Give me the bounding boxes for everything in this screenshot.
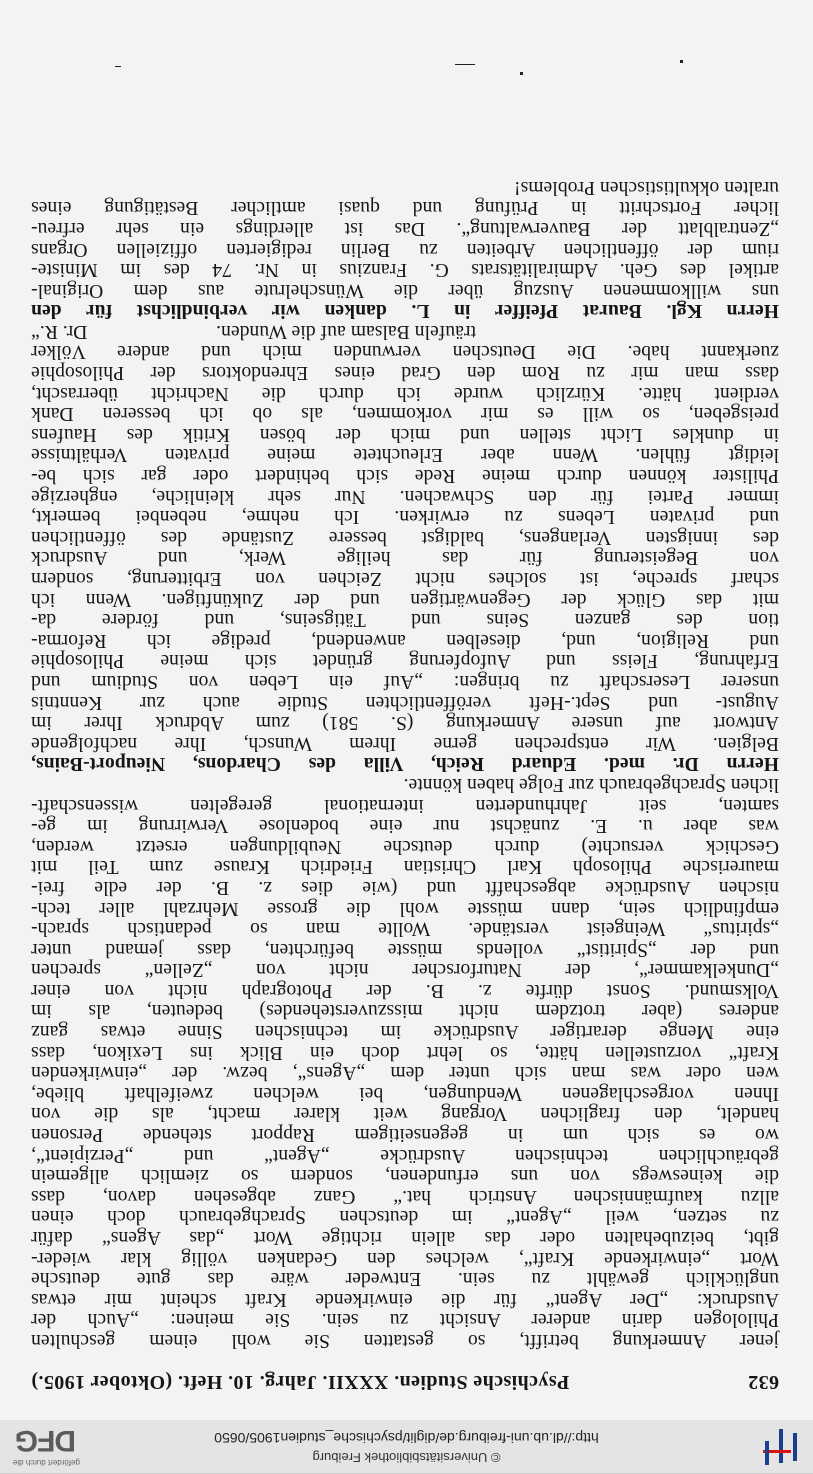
- text-line: verdient hätte. Kürzlich wurde ich durch die Nachricht überrascht,: [31, 382, 779, 404]
- text-line: die keineswegs von uns erfundenen, sondern so ziemlich allgemein: [31, 1165, 779, 1187]
- text-line: jener Anmerkung betrifft, so gestatten Sie wohl einem geschulten: [31, 1330, 779, 1351]
- speck: [520, 72, 523, 75]
- text-line: Philister können durch meine Rede sich behindert oder gar sich be-: [31, 465, 779, 487]
- text-line: mit das Glück der Gegenwärtigen und der Zukünftigen. Wenn ich: [31, 588, 779, 610]
- library-banner: [0, 1420, 813, 1474]
- text-line: August- und Sept.-Heft veröffentlichten Studie auch zur Kenntnis: [31, 691, 779, 713]
- text-line: anderes (aber trotzdem nicht misszuverstehendes) bedeuten, als im: [31, 1000, 779, 1022]
- text-line: „Dunkelkammer“, der Naturforscher nicht von „Zellen“ sprechen: [31, 959, 779, 981]
- text-line: Erfahrung, Fleiss und Aufopferung gründet sich meine Philosophie: [31, 650, 779, 672]
- text-line: und der „Spiritist“ vollends müsste befürchten, dass jemand unter: [31, 938, 779, 960]
- text-line: „Zentralblatt der Bauverwaltung“. Das ist allerdings ein sehr erfreu-: [31, 217, 779, 239]
- text-line: artikel des Geh. Admiralitätsrats G. Franzius in Nr. 74 des im Ministe-: [31, 259, 779, 281]
- scan-specks: [0, 43, 813, 83]
- dfg-logo-text: DFG: [15, 1424, 76, 1457]
- text-line: gebräuchlichen technischen Ausdrücke „Agent“ und „Perzipient“,: [31, 1144, 779, 1166]
- text-line: uralten okkultistischen Problems!: [513, 176, 779, 198]
- text-line: Geschick versuchte) durch deutsche Neubildungen ersetzt werden,: [31, 835, 779, 857]
- running-head: Psychische Studien. XXXII. Jahrg. 10. Heft. (Oktober 1905.): [31, 1371, 570, 1393]
- dfg-logo-icon: [4, 1425, 84, 1469]
- text-line: zu setzen, weil „Agent“ im deutschen Sprachgebrauch doch einen: [31, 1206, 779, 1228]
- text-line: leidigt fühlen. Wenn aber Erleuchtete meine privaten Verhältnisse: [31, 444, 779, 466]
- text-line: Philologen darin anderer Ansicht zu sein. Sie meinen: „Auch der: [31, 1309, 779, 1331]
- text-line: immer Partei für den Schwachen. Nur sehr kleinliche, engherzige: [31, 485, 779, 507]
- text-line: des innigsten Verlangens, baldigst bessere Zustände des öffentlichen: [31, 526, 779, 548]
- speck: [680, 60, 683, 63]
- text-line: was aber u. E. zunächst nur eine bodenlose Verwirrung im ge-: [31, 815, 779, 837]
- text-line: tion des ganzen Seins und Tätigseins, und fördere da-: [31, 609, 779, 631]
- text-line: allzu kaufmännischen Anstrich hat.“ Ganz abgesehen davon, dass: [31, 1185, 779, 1207]
- text-line: von Begeisterung für das heilige Werk, und Ausdruck: [31, 547, 779, 569]
- copyright-text: © Universitätsbibliothek Freiburg: [312, 1450, 501, 1465]
- text-line: gibt, beizubehalten oder das allein richtige Wort „das Agens“ dafür: [31, 1227, 779, 1249]
- source-url[interactable]: http://dl.ub.uni-freiburg.de/diglit/psychische_studien1905/0650: [214, 1430, 599, 1446]
- text-line: maurerische Philosoph Karl Christian Friedrich Krause zum Teil mit: [31, 856, 779, 878]
- text-line: uns willkommenen Auszug über die Wünschelrute aus dem Original-: [31, 279, 779, 301]
- text-line: „spiritus“ Weingeist verstände. Wollte man so pedantisch sprach-: [31, 918, 779, 940]
- body-text: [31, 176, 779, 1350]
- text-line: wo es sich um in gegenseitigem Rapport stehende Personen: [31, 1124, 779, 1146]
- text-line: empfindlich sein, dann müsste wohl die grosse Mehrzahl aller tech-: [31, 897, 779, 919]
- text-line: eine Menge derartiger Ausdrücke im technischen Sinne etwas ganz: [31, 1021, 779, 1043]
- text-line: Ihnen vorgeschlagenen Wendungen, bei welchen zweifelhaft bliebe,: [31, 1082, 779, 1104]
- text-line: Kraft“ vorzustellen hätte, so lehrt doch ein Blick ins Lexikon, dass: [31, 1041, 779, 1063]
- text-line: samten, seit Jahrhunderten international geregelten wissenschaft-: [31, 794, 779, 816]
- text-line: Wort „einwirkende Kraft“, welches den Gedanken völlig klar wieder-: [31, 1247, 779, 1269]
- text-line: unserer Leserschaft zu bringen: „Auf ein Leben von Studium und: [31, 671, 779, 692]
- text-line: licher Fortschritt in Prüfung und quasi amtlicher Bestätigung eines: [31, 197, 779, 219]
- page-number: 632: [747, 1371, 779, 1393]
- text-line: Volksmund. Sonst dürfte z. B. der Photograph nicht von einer: [31, 979, 779, 1001]
- text-line: Antwort auf unsere Anmerkung (S. 581) zum Abdruck Ihrer im: [31, 712, 779, 734]
- text-line: Belgien. Wir entsprechen gerne Ihrem Wunsch, Ihre nachfolgende: [31, 732, 779, 754]
- text-line: und privaten Lebens zu erwirken. Ich nehme, nebenbei bemerkt,: [31, 506, 779, 528]
- speck: [115, 66, 121, 67]
- speck: [455, 64, 475, 65]
- text-line: scharf spreche, ist solches nicht Zeichen von Erbitterung, sondern: [31, 568, 779, 590]
- addressee-line: Herrn Kgl. Baurat Pfeiffer in L. danken wir verbindlichst für den: [31, 300, 779, 322]
- text-line-signature: träufeln Balsam auf die Wunden. Dr. R.“: [31, 320, 476, 342]
- running-header: [31, 1370, 779, 1393]
- text-line: nischen Ausdrücke abgeschafft und (wie dies z. B. der edle frei-: [31, 876, 779, 898]
- text-line: Ausdruck: „Der Agent“ für die einwirkende Kraft scheint mir etwas: [31, 1288, 779, 1310]
- text-line: unglücklich gewählt zu sein. Entweder wäre das gute deutsche: [31, 1268, 779, 1290]
- text-line: wen oder was man sich unter dem „Agens“, bezw. der „einwirkenden: [31, 1062, 779, 1084]
- text-line: und Religion, und, dieselben anwendend, predige ich Reforma-: [31, 629, 779, 651]
- text-line: preisgeben, so will es mir vorkommen, als ob ich besseren Dank: [31, 403, 779, 425]
- text-line: handelt, den fraglichen Vorgang weit klarer macht, als die von: [31, 1103, 779, 1125]
- addressee-line: Herrn Dr. med. Eduard Reich, Villa des Chardons, Nieuport-Bains,: [31, 753, 779, 775]
- text-line: zuerkannt habe. Die Deutschen verwunden mich und andere Völker: [31, 341, 779, 363]
- text-line: rium der öffentlichen Arbeiten zu Berlin redigierten offiziellen Organs: [31, 238, 779, 260]
- text-line: lichen Sprachgebrauch zur Folge haben könnte.: [403, 773, 779, 795]
- funded-by-text: gefördert durch die: [12, 1458, 80, 1467]
- page-content: [31, 176, 779, 1393]
- text-line: dass man mir zu Rom den Grad eines Ehrendoktors der Philosophie: [31, 362, 779, 384]
- text-line: in dunkles Licht stellen und mich der bösen Kritik des Haufens: [31, 423, 779, 445]
